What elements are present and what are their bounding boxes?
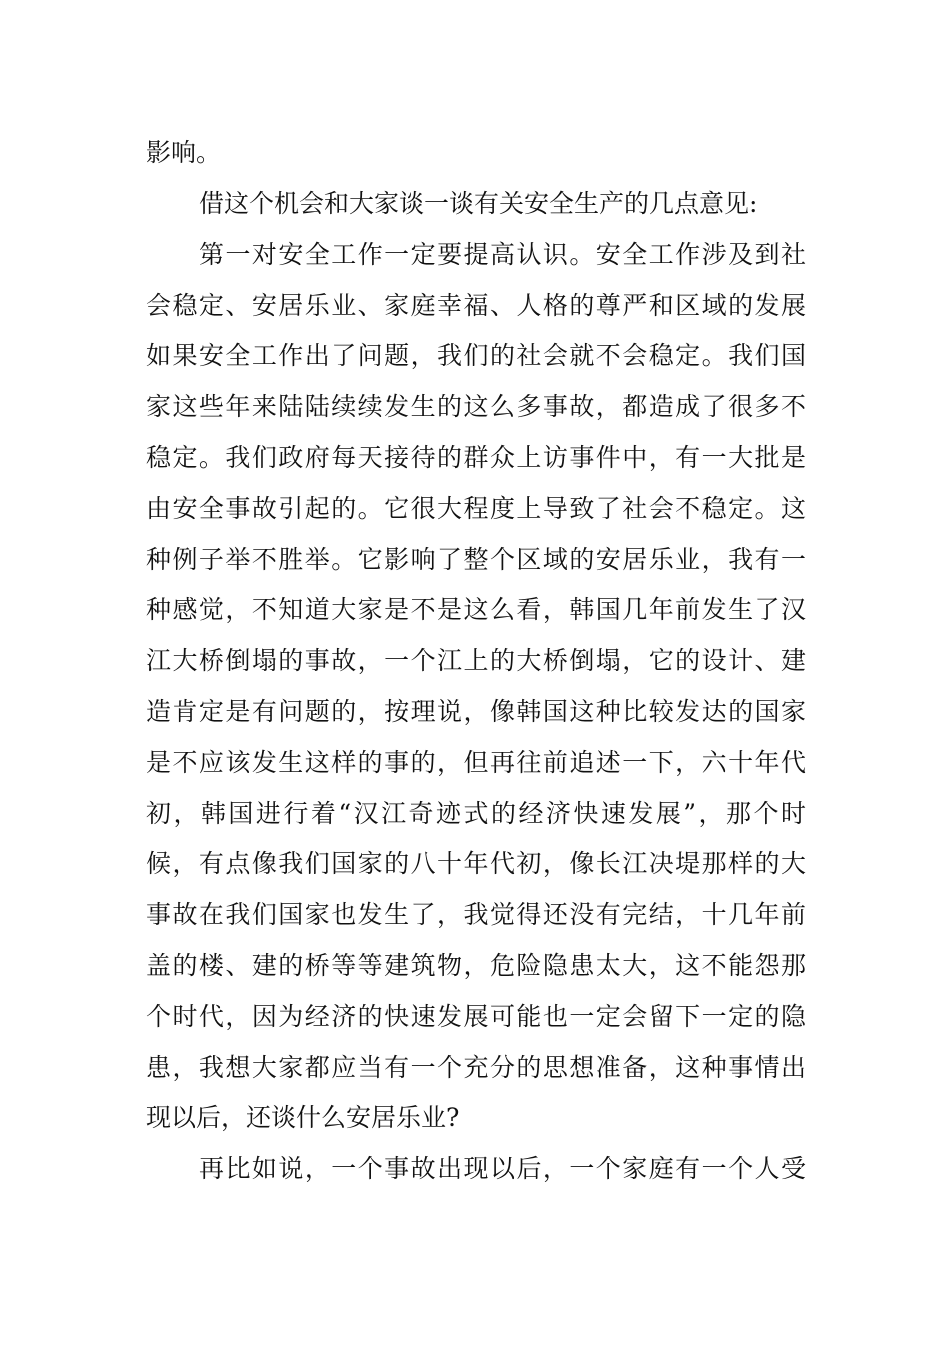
text-line: 再比如说，一个事故出现以后，一个家庭有一个人受: [199, 1154, 806, 1183]
text-line: 盖的楼、建的桥等等建筑物，危险隐患太大，这不能怨那: [146, 951, 806, 980]
text-line: 事故在我们国家也发生了，我觉得还没有完结，十几年前: [146, 900, 806, 929]
text-line: 候，有点像我们国家的八十年代初，像长江决堤那样的大: [146, 849, 806, 878]
text-line: 现以后，还谈什么安居乐业?: [146, 1103, 460, 1132]
text-line: 患，我想大家都应当有一个充分的思想准备，这种事情出: [146, 1053, 806, 1082]
text-line: 影响。: [146, 138, 222, 167]
text-line: 是不应该发生这样的事的，但再往前追述一下，六十年代: [146, 748, 806, 777]
text-line: 江大桥倒塌的事故，一个江上的大桥倒塌，它的设计、建: [146, 646, 806, 675]
text-line: 稳定。我们政府每天接待的群众上访事件中，有一大批是: [146, 443, 806, 472]
text-line: 会稳定、安居乐业、家庭幸福、人格的尊严和区域的发展: [146, 291, 806, 320]
text-line: 初，韩国进行着“汉江奇迹式的经济快速发展”，那个时: [146, 799, 806, 828]
text-line: 家这些年来陆陆续续发生的这么多事故，都造成了很多不: [146, 392, 806, 421]
text-line: 种例子举不胜举。它影响了整个区域的安居乐业，我有一: [146, 545, 806, 574]
text-line: 第一对安全工作一定要提高认识。安全工作涉及到社: [199, 240, 806, 269]
text-line: 造肯定是有问题的，按理说，像韩国这种比较发达的国家: [146, 697, 806, 726]
text-line: 如果安全工作出了问题，我们的社会就不会稳定。我们国: [146, 341, 806, 370]
text-line: 个时代，因为经济的快速发展可能也一定会留下一定的隐: [146, 1002, 806, 1031]
text-line: 种感觉，不知道大家是不是这么看，韩国几年前发生了汉: [146, 595, 806, 624]
text-line: 由安全事故引起的。它很大程度上导致了社会不稳定。这: [146, 494, 806, 523]
text-line: 借这个机会和大家谈一谈有关安全生产的几点意见:: [199, 189, 758, 218]
